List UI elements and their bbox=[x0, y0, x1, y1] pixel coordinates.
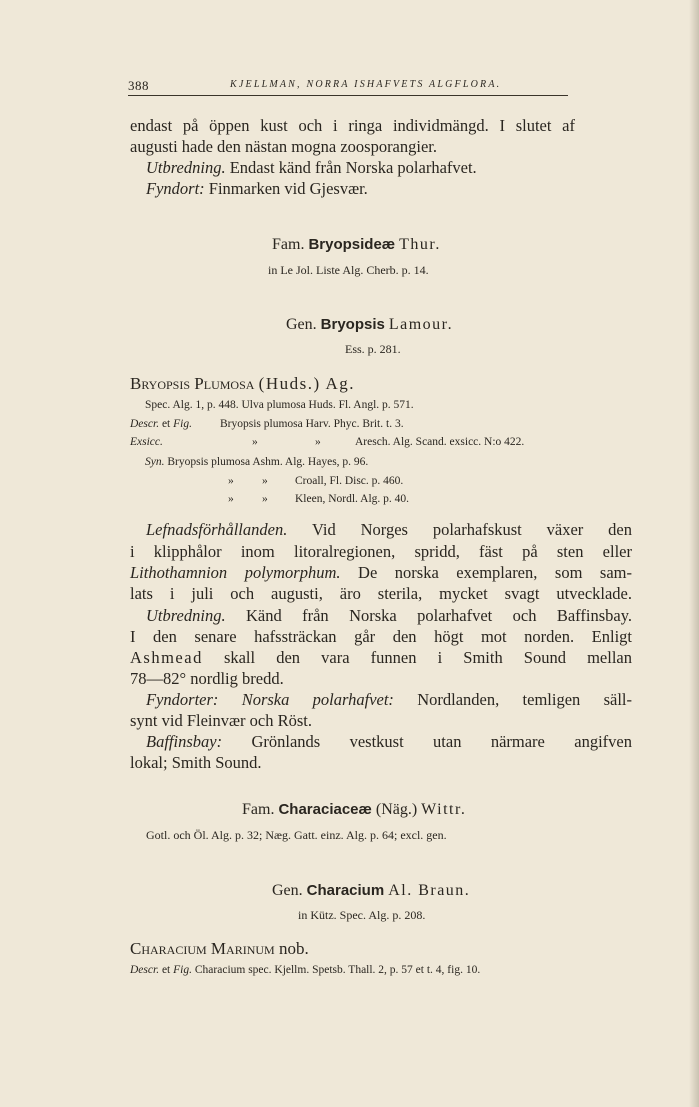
genus-prefix: Gen. bbox=[286, 316, 317, 333]
family-reference: in Le Jol. Liste Alg. Cherb. p. 14. bbox=[268, 263, 429, 277]
paragraph-line: endast på öppen kust och i ringa individmängd. I slutet af bbox=[130, 116, 575, 135]
page-edge-shadow bbox=[689, 0, 699, 1107]
species-name: Bryopsis Plumosa bbox=[130, 374, 255, 393]
fyndort-line bbox=[146, 179, 368, 199]
genus-prefix: Gen. bbox=[272, 882, 303, 899]
family-parenthetical: (Näg.) bbox=[375, 801, 418, 818]
section-text: De norska exemplaren, som sam- bbox=[340, 563, 633, 582]
paragraph-line: augusti hade den nästan mogna zoosporangier. bbox=[130, 137, 437, 156]
section-text: Finmarken vid Gjesvær. bbox=[204, 179, 368, 198]
running-head bbox=[128, 78, 568, 96]
paragraph-line bbox=[130, 563, 632, 583]
species-heading bbox=[130, 374, 355, 394]
genus-author: Lamour. bbox=[388, 316, 454, 333]
ditto-mark: » bbox=[262, 475, 268, 487]
section-label: Fyndorter: Norska polarhafvet: bbox=[146, 690, 394, 709]
family-name: Characiaceæ bbox=[278, 801, 372, 818]
syn-line bbox=[145, 454, 368, 470]
paragraph-line: 78—82° nordlig bredd. bbox=[130, 669, 284, 688]
paragraph-line: lokal; Smith Sound. bbox=[130, 753, 262, 772]
genus-reference: in Kütz. Spec. Alg. p. 208. bbox=[298, 908, 426, 922]
exsicc-label bbox=[130, 434, 163, 450]
family-name: Bryopsideæ bbox=[308, 236, 396, 253]
italic-taxon: Lithothamnion polymorphum. bbox=[130, 563, 341, 582]
genus-heading bbox=[272, 881, 470, 901]
section-text: Grönlands vestkust utan närmare angifven bbox=[222, 732, 632, 751]
section-label: Utbredning. bbox=[146, 606, 226, 625]
paragraph-line: I den senare hafssträckan går den högt mot norden. Enligt bbox=[130, 627, 632, 646]
page-number: 388 bbox=[128, 78, 149, 93]
section-text: Endast känd från Norska polarhafvet. bbox=[225, 158, 477, 177]
descr-et: et bbox=[161, 964, 171, 976]
baffinsbay-line bbox=[146, 732, 632, 752]
family-heading bbox=[242, 800, 466, 820]
paragraph-line: lats i juli och augusti, äro sterila, mycket svagt utvecklade. bbox=[130, 584, 632, 603]
species-ref-text: Bryopsis plumosa Ashm. Alg. Hayes, p. 96. bbox=[167, 456, 369, 468]
species-ref-line: Kleen, Nordl. Alg. p. 40. bbox=[295, 493, 410, 505]
family-author: Thur. bbox=[399, 236, 441, 253]
genus-name: Characium bbox=[306, 882, 385, 899]
species-heading bbox=[130, 939, 309, 959]
ditto-mark: » bbox=[228, 475, 234, 487]
genus-reference: Ess. p. 281. bbox=[345, 342, 401, 356]
descr-et: et bbox=[161, 418, 171, 430]
genus-heading bbox=[286, 315, 453, 335]
ditto-mark: » bbox=[252, 436, 258, 448]
species-author: (Huds.) Ag. bbox=[258, 374, 355, 393]
running-title: KJELLMAN, NORRA ISHAFVETS ALGFLORA. bbox=[230, 79, 502, 90]
section-label: Utbredning. bbox=[146, 158, 226, 177]
species-ref-line: Spec. Alg. 1, p. 448. Ulva plumosa Huds. Fl. Angl. p. 571. bbox=[145, 399, 414, 411]
descr-label: Descr. bbox=[130, 964, 160, 976]
descr-line bbox=[130, 416, 192, 432]
section-text: Nordlanden, temligen säll- bbox=[393, 690, 632, 709]
section-label: Lefnadsförhållanden. bbox=[146, 520, 288, 539]
section-text: skall den vara funnen i Smith Sound mellan bbox=[202, 648, 632, 667]
descr-line bbox=[130, 962, 480, 978]
genus-author: Al. Braun. bbox=[388, 882, 471, 899]
species-ref-text: Characium spec. Kjellm. Spetsb. Thall. 2, p. 57 et t. 4, fig. 10. bbox=[194, 964, 481, 976]
genus-name: Bryopsis bbox=[320, 316, 385, 333]
paragraph-line bbox=[130, 648, 632, 668]
utbredning-line bbox=[146, 158, 477, 178]
utbredning-line bbox=[146, 606, 632, 626]
section-text: Vid Norges polarhafskust växer den bbox=[287, 520, 632, 539]
ditto-mark: » bbox=[262, 493, 268, 505]
syn-label: Syn. bbox=[145, 456, 165, 468]
spaced-name: Ashmead bbox=[130, 648, 203, 667]
species-name: Characium Marinum bbox=[130, 939, 275, 958]
fig-label: Fig. bbox=[173, 418, 192, 430]
species-ref-line: Aresch. Alg. Scand. exsicc. N:o 422. bbox=[355, 436, 525, 448]
section-label: Fyndort: bbox=[146, 179, 205, 198]
family-prefix: Fam. bbox=[242, 801, 275, 818]
descr-label: Descr. bbox=[130, 418, 160, 430]
species-ref-line: Croall, Fl. Disc. p. 460. bbox=[295, 475, 404, 487]
paragraph-line: i klipphålor inom litoralregionen, spridd, fäst på sten eller bbox=[130, 542, 632, 561]
family-heading bbox=[272, 235, 441, 255]
fyndorter-line bbox=[146, 690, 632, 710]
section-text: Känd från Norska polarhafvet och Baffinsbay. bbox=[225, 606, 632, 625]
section-label: Baffinsbay: bbox=[146, 732, 223, 751]
lefnad-line bbox=[146, 520, 632, 540]
family-reference: Gotl. och Öl. Alg. p. 32; Næg. Gatt. einz. Alg. p. 64; excl. gen. bbox=[146, 828, 447, 842]
family-author: Wittr. bbox=[421, 801, 467, 818]
species-ref-line: Bryopsis plumosa Harv. Phyc. Brit. t. 3. bbox=[220, 418, 404, 430]
ditto-mark: » bbox=[228, 493, 234, 505]
family-prefix: Fam. bbox=[272, 236, 305, 253]
fig-label: Fig. bbox=[173, 964, 192, 976]
exsicc-label-text: Exsicc. bbox=[130, 436, 163, 448]
species-author: nob. bbox=[278, 939, 309, 958]
ditto-mark: » bbox=[315, 436, 321, 448]
header-rule bbox=[128, 95, 568, 96]
paragraph-line: synt vid Fleinvær och Röst. bbox=[130, 711, 312, 730]
